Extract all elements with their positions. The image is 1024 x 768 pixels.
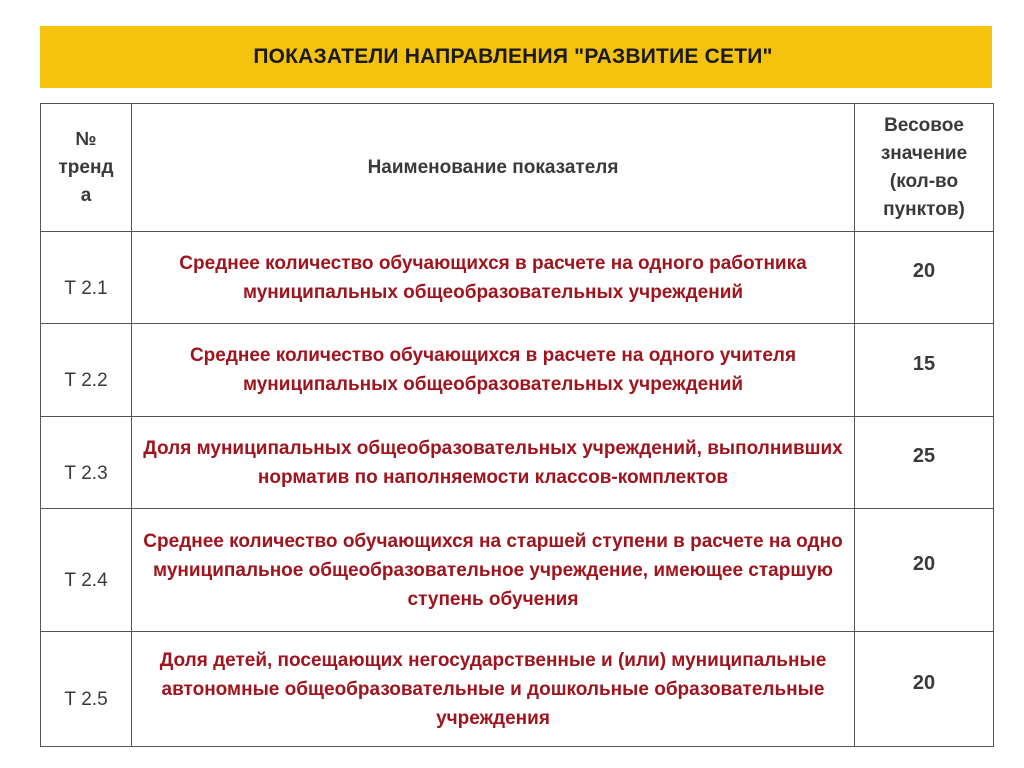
row-number: Т 2.4 (64, 570, 108, 591)
row-number-cell (41, 509, 132, 632)
table-row (41, 632, 994, 747)
row-weight-cell (855, 417, 994, 509)
row-weight: 20 (912, 552, 936, 575)
row-number-cell (41, 632, 132, 747)
header-weight-label: Весовое значение (кол-во пунктов) (880, 114, 968, 220)
header-name-label: Наименование показателя (367, 156, 619, 178)
row-number: Т 2.2 (64, 370, 108, 391)
row-name: Среднее количество обучающихся в расчете на одного учителя муниципальных общеобразовательных учреждений (189, 345, 797, 395)
row-weight-cell (855, 232, 994, 324)
header-name (132, 104, 855, 232)
header-number (41, 104, 132, 232)
header-number-label: № тренд а (58, 128, 114, 206)
row-weight: 20 (912, 260, 936, 282)
table-row (41, 324, 994, 417)
table-header-row (41, 104, 994, 232)
row-number-cell (41, 324, 132, 417)
row-number: Т 2.5 (64, 689, 108, 710)
row-weight: 15 (912, 352, 936, 375)
row-number-cell (41, 417, 132, 509)
row-name-cell (132, 509, 855, 632)
header-weight (855, 104, 994, 232)
row-number: Т 2.3 (64, 462, 108, 484)
row-name: Среднее количество обучающихся в расчете на одного работника муниципальных общеобразовательных учреждений (179, 252, 807, 303)
row-weight-cell (855, 509, 994, 632)
row-weight: 25 (912, 445, 936, 467)
row-weight-cell (855, 324, 994, 417)
row-weight-cell (855, 632, 994, 747)
table-row (41, 417, 994, 509)
row-name: Среднее количество обучающихся на старшей ступени в расчете на одно муниципальное общеобразовательное учреждение, имеющее старшую ступень обучения (143, 530, 843, 610)
page-title: ПОКАЗАТЕЛИ НАПРАВЛЕНИЯ "РАЗВИТИЕ СЕТИ" (253, 45, 773, 68)
row-name-cell (132, 632, 855, 747)
row-name-cell (132, 324, 855, 417)
row-name: Доля муниципальных общеобразовательных учреждений, выполнивших норматив по наполняемости классов-комплектов (143, 437, 843, 488)
title-banner (40, 26, 992, 88)
table-row (41, 509, 994, 632)
row-name-cell (132, 232, 855, 324)
table-row (41, 232, 994, 324)
row-number-cell (41, 232, 132, 324)
row-name-cell (132, 417, 855, 509)
row-name: Доля детей, посещающих негосударственные и (или) муниципальные автономные общеобразовательные и дошкольные образовательные учреждения (159, 649, 827, 729)
indicators-table (40, 103, 994, 747)
row-number: Т 2.1 (64, 277, 108, 299)
row-weight: 20 (912, 671, 936, 694)
